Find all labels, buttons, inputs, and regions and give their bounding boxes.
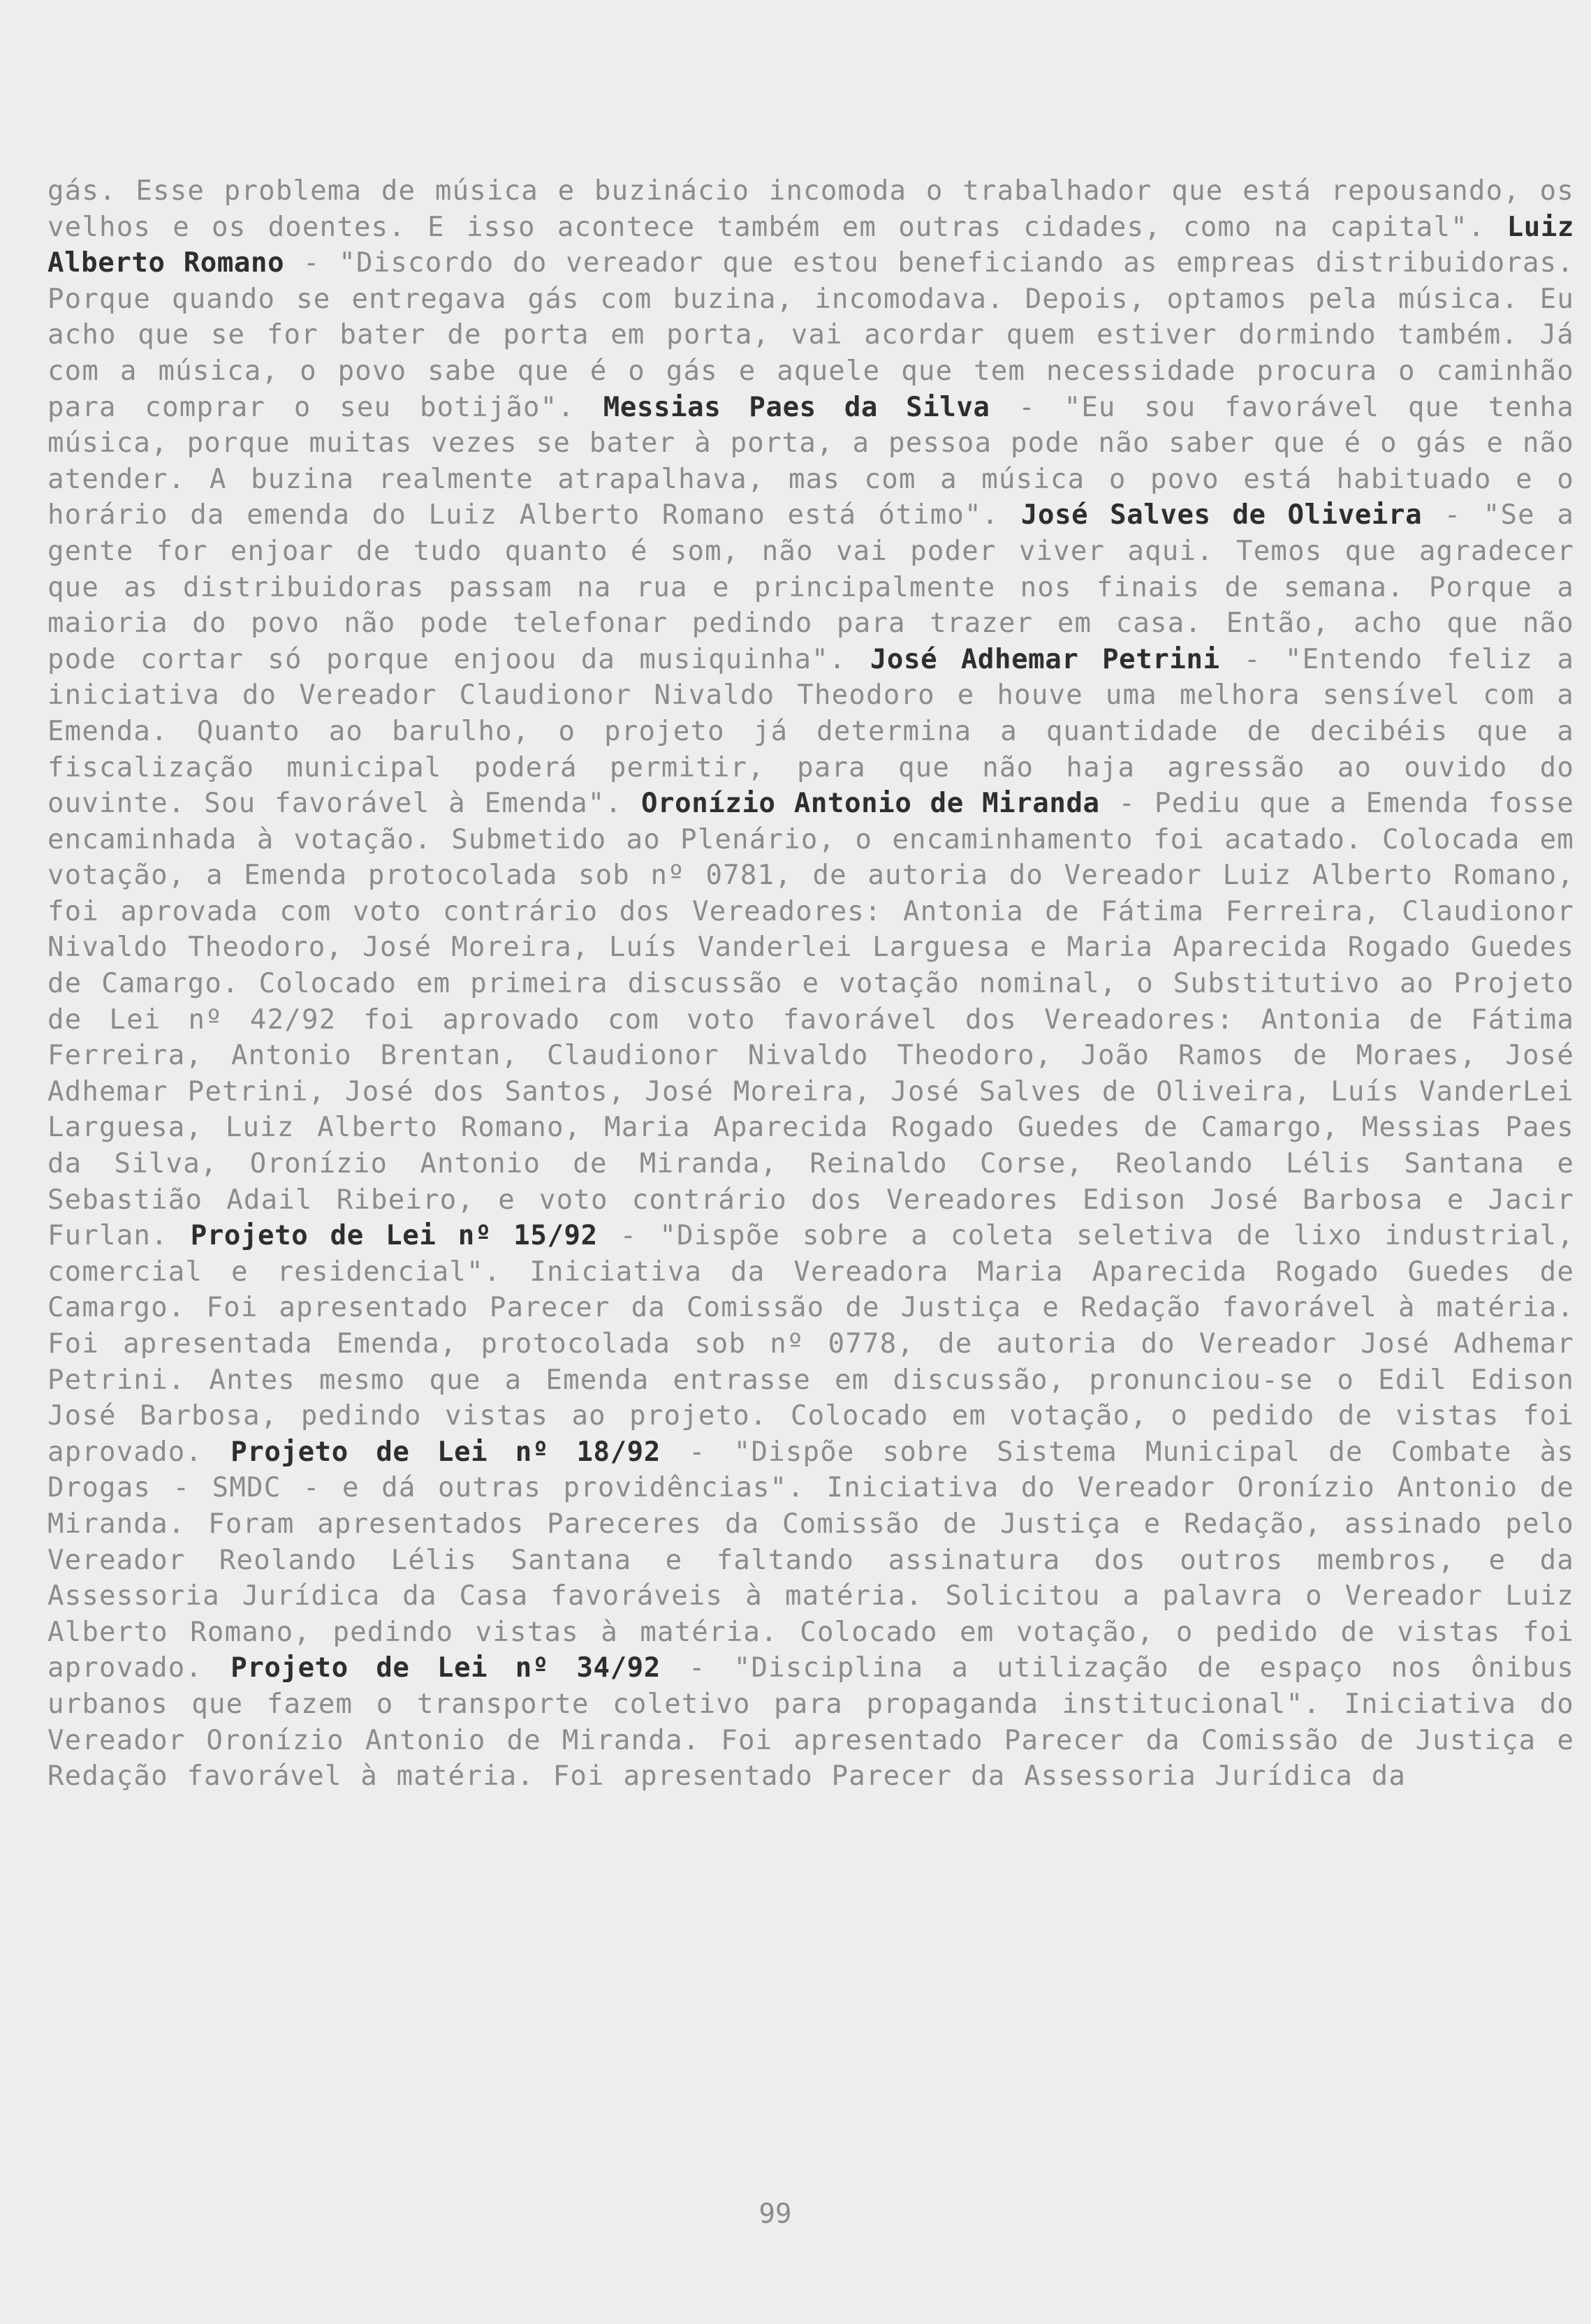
text-segment: - "Disciplina a utilização de espaço nos ônibus urbanos que fazem o transporte coletivo para propaganda institucional". Iniciativa do Vereador Oronízio Antonio de Miranda. Foi apresentado Parecer da Comissão de Justiça e Redação favorável à matéria. Foi apresentado Parecer da Assessoria Jurídica da xyxy=(47,1652,1575,1793)
text-segment: - "Dispõe sobre a coleta seletiva de lixo industrial, comercial e residencial". Iniciativa da Vereadora Maria Aparecida Rogado Guedes de Camargo. Foi apresentado Parecer da Comissão de Justiça e Redação favorável à matéria. Foi apresentada Emenda, protocolada sob nº 0778, de autoria do Vereador José Adhemar Petrini. Antes mesmo que a Emenda entrasse em discussão, pronunciou-se o Edil Edison José Barbosa, pedindo vistas ao projeto. Colocado em votação, o pedido de vistas foi aprovado. xyxy=(47,1220,1574,1468)
text-segment: - Pediu que a Emenda fosse encaminhada à votação. Submetido ao Plenário, o encaminhamento foi acatado. Colocada em votação, a Emenda protocolada sob nº 0781, de autoria do Vereador Luiz Alberto Romano, foi aprovada com voto contrário dos Vereadores: Antonia de Fátima Ferreira, Claudionor Nivaldo Theodoro, José Moreira, Luís Vanderlei Larguesa e Maria Aparecida Rogado Guedes de Camargo. Colocado em primeira discussão e votação nominal, o Substitutivo ao Projeto de Lei nº 42/92 foi aprovado com voto favorável dos Vereadores: Antonia de Fátima Ferreira, Antonio Brentan, Claudionor Nivaldo Theodoro, João Ramos de Moraes, José Adhemar Petrini, José dos Santos, José Moreira, José Salves de Oliveira, Luís VanderLei Larguesa, Luiz Alberto Romano, Maria Aparecida Rogado Guedes de Camargo, Messias Paes da Silva, Oronízio Antonio de Miranda, Reinaldo Corse, Reolando Lélis Santana e Sebastião Adail Ribeiro, e voto contrário dos Vereadores Edison José Barbosa e Jacir Furlan. xyxy=(47,788,1575,1252)
text-segment: - "Discordo do vereador que estou beneficiando as empreas distribuidoras. Porque quando se entregava gás com buzina, incomodava. Depois, optamos pela música. Eu acho que se for bater de porta em porta, vai acordar quem estiver dormindo também. Já com a música, o povo sabe que é o gás e aquele que tem necessidade procura o caminhão para comprar o seu botijão". xyxy=(47,247,1574,423)
speaker-name-luiz-alberto-romano: Luiz Alberto Romano xyxy=(47,211,1574,279)
text-segment: - "Eu sou favorável que tenha música, porque muitas vezes se bater à porta, a pessoa pode não saber que é o gás e não atender. A buzina realmente atrapalhava, mas com a música o povo está habituado e o horário da emenda do Luiz Alberto Romano está ótimo". xyxy=(47,391,1574,531)
text-segment: - "Se a gente for enjoar de tudo quanto é som, não vai poder viver aqui. Temos que agradecer que as distribuidoras passam na rua e principalmente nos finais de semana. Porque a maioria do povo não pode telefonar pedindo para trazer em casa. Então, acho que não pode cortar só porque enjoou da musiquinha". xyxy=(47,499,1575,675)
speaker-name-jose-salves-de-oliveira: José Salves de Oliveira xyxy=(1020,499,1423,531)
bill-heading-34-92: Projeto de Lei nº 34/92 xyxy=(230,1652,661,1684)
body-text xyxy=(47,173,1574,1795)
bill-heading-18-92: Projeto de Lei nº 18/92 xyxy=(230,1436,661,1468)
text-segment: - "Dispõe sobre Sistema Municipal de Combate às Drogas - SMDC - e dá outras providências". Iniciativa do Vereador Oronízio Antonio de Miranda. Foram apresentados Pareceres da Comissão de Justiça e Redação, assinado pelo Vereador Reolando Lélis Santana e faltando assinatura dos outros membros, e da Assessoria Jurídica da Casa favoráveis à matéria. Solicitou a palavra o Vereador Luiz Alberto Romano, pedindo vistas à matéria. Colocado em votação, o pedido de vistas foi aprovado. xyxy=(47,1436,1575,1684)
speaker-name-jose-adhemar-petrini: José Adhemar Petrini xyxy=(870,643,1220,675)
page-number: 99 xyxy=(758,2198,792,2230)
speaker-name-oronizio-antonio-de-miranda: Oronízio Antonio de Miranda xyxy=(640,788,1100,820)
text-segment: gás. Esse problema de música e buzinácio incomoda o trabalhador que está repousando, os velhos e os doentes. E isso acontece também em outras cidades, como na capital". xyxy=(47,175,1574,243)
bill-heading-15-92: Projeto de Lei nº 15/92 xyxy=(190,1220,598,1252)
text-segment: - "Entendo feliz a iniciativa do Vereador Claudionor Nivaldo Theodoro e houve uma melhora sensível com a Emenda. Quanto ao barulho, o projeto já determina a quantidade de decibéis que a fiscalização municipal poderá permitir, para que não haja agressão ao ouvido do ouvinte. Sou favorável à Emenda". xyxy=(47,643,1574,820)
speaker-name-messias-paes-da-silva: Messias Paes da Silva xyxy=(603,391,990,423)
